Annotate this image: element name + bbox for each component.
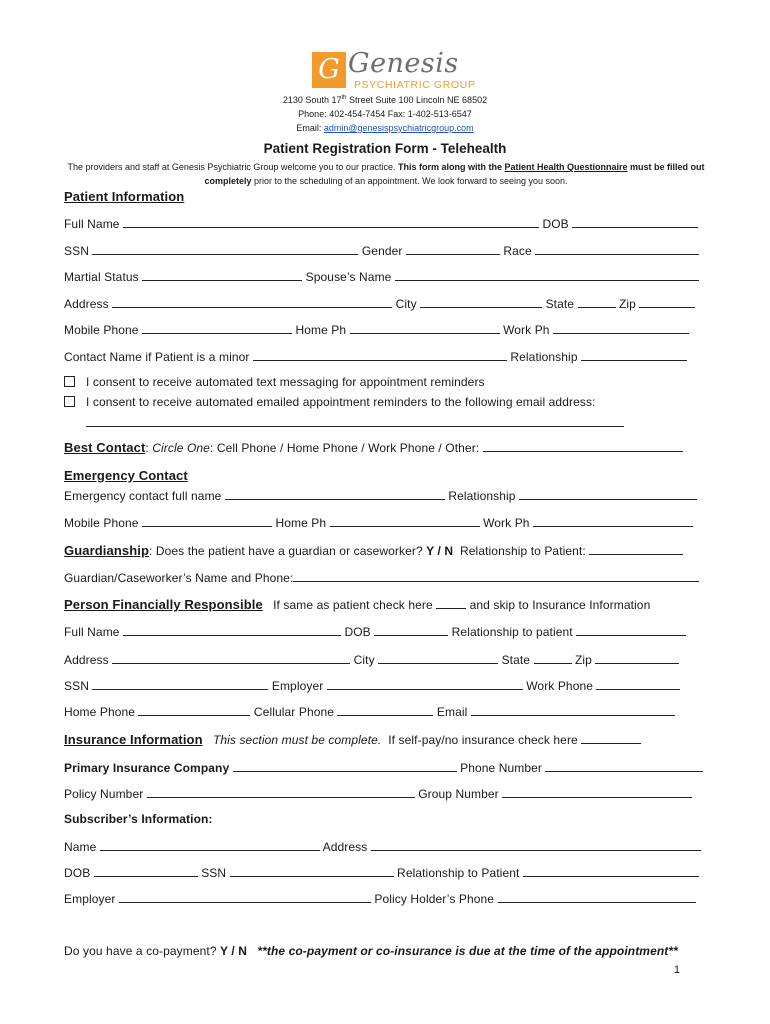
financial-state-field[interactable]: [534, 652, 572, 664]
practice-phone: Phone: 402-454-7454 Fax: 1-402-513-6547: [298, 109, 472, 119]
copay-row: Do you have a co-payment? Y / N **the co-payment or co-insurance is due at the time of the appointment**: [64, 944, 678, 958]
guardian-name-row: Guardian/Caseworker’s Name and Phone:: [64, 570, 708, 585]
financial-row-name: Full Name DOB Relationship to patient: [64, 624, 708, 639]
spouse-field[interactable]: [395, 269, 699, 281]
dob-field[interactable]: [572, 216, 698, 228]
best-contact-other-field[interactable]: [483, 440, 683, 452]
race-field[interactable]: [535, 243, 699, 255]
emergency-work-field[interactable]: [533, 515, 693, 527]
brand-subtitle: PSYCHIATRIC GROUP: [354, 79, 476, 91]
patient-row-name: Full Name DOB: [64, 216, 708, 231]
financial-row-address: Address City State Zip: [64, 652, 708, 667]
consent-email-row: I consent to receive automated emailed appointment reminders to the following email address:: [64, 395, 708, 409]
financial-ssn-field[interactable]: [92, 678, 268, 690]
address-field[interactable]: [112, 296, 392, 308]
subscriber-employer-field[interactable]: [119, 891, 371, 903]
patient-row-minor: Contact Name if Patient is a minor Relationship: [64, 349, 708, 364]
consent-text-row: I consent to receive automated text messaging for appointment reminders: [64, 375, 708, 389]
financial-name-field[interactable]: [123, 624, 341, 636]
emergency-row-name: Emergency contact full name Relationship: [64, 488, 708, 503]
ssn-field[interactable]: [92, 243, 358, 255]
insurance-phone-field[interactable]: [545, 760, 703, 772]
page-number: 1: [673, 964, 680, 976]
subscriber-row-employer: Employer Policy Holder’s Phone: [64, 891, 708, 906]
email-link[interactable]: admin@genesispsychiatricgroup.com: [323, 123, 474, 133]
financial-same-field[interactable]: [436, 597, 466, 609]
minor-relationship-field[interactable]: [581, 349, 687, 361]
patient-row-phones: Mobile Phone Home Ph Work Ph: [64, 322, 708, 337]
guardian-name-field[interactable]: [293, 570, 699, 582]
consent-email-field[interactable]: [86, 414, 624, 427]
emergency-mobile-field[interactable]: [142, 515, 272, 527]
subscriber-name-field[interactable]: [100, 839, 320, 851]
form-title: Patient Registration Form - Telehealth: [263, 141, 507, 156]
marital-field[interactable]: [142, 269, 302, 281]
financial-address-field[interactable]: [112, 652, 350, 664]
consent-text-checkbox[interactable]: [64, 376, 75, 387]
financial-row-phones: Home Phone Cellular Phone Email: [64, 704, 708, 719]
patient-row-address: Address City State Zip: [64, 296, 708, 311]
financial-home-field[interactable]: [138, 704, 250, 716]
patient-row-marital: Martial Status Spouse’s Name: [64, 269, 708, 284]
consent-email-checkbox[interactable]: [64, 396, 75, 407]
financial-employer-field[interactable]: [327, 678, 523, 690]
city-field[interactable]: [420, 296, 542, 308]
logo: [312, 48, 482, 92]
financial-city-field[interactable]: [378, 652, 498, 664]
work-field[interactable]: [553, 322, 689, 334]
brand-name: Genesis: [348, 48, 459, 79]
guardianship-row: Guardianship: Does the patient have a guardian or caseworker? Y / N Relationship to Patient:: [64, 543, 708, 558]
practice-email: Email: admin@genesispsychiatricgroup.com: [296, 123, 474, 133]
zip-field[interactable]: [639, 296, 695, 308]
state-field[interactable]: [578, 296, 616, 308]
financial-cell-field[interactable]: [337, 704, 433, 716]
patient-heading: Patient Information: [64, 189, 185, 204]
primary-insurance-field[interactable]: [233, 760, 457, 772]
home-field[interactable]: [350, 322, 500, 334]
patient-row-ssn: SSN Gender Race: [64, 243, 708, 258]
full-name-field[interactable]: [123, 216, 539, 228]
financial-row-ssn: SSN Employer Work Phone: [64, 678, 708, 693]
financial-work-field[interactable]: [596, 678, 680, 690]
practice-address: 2130 South 17th Street Suite 100 Lincoln NE 68502: [282, 95, 488, 105]
policy-number-field[interactable]: [147, 786, 415, 798]
insurance-heading-row: Insurance Information This section must be complete. If self-pay/no insurance check here: [64, 732, 708, 747]
holder-phone-field[interactable]: [498, 891, 696, 903]
gender-field[interactable]: [406, 243, 500, 255]
logo-mark: G: [312, 52, 346, 88]
subscriber-ssn-field[interactable]: [230, 865, 394, 877]
insurance-row-policy: Policy Number Group Number: [64, 786, 708, 801]
mobile-field[interactable]: [142, 322, 292, 334]
subscriber-relationship-field[interactable]: [523, 865, 699, 877]
subscriber-dob-field[interactable]: [94, 865, 198, 877]
emergency-home-field[interactable]: [330, 515, 480, 527]
minor-contact-field[interactable]: [253, 349, 507, 361]
financial-zip-field[interactable]: [595, 652, 679, 664]
self-pay-field[interactable]: [581, 732, 641, 744]
emergency-name-field[interactable]: [225, 488, 445, 500]
financial-email-field[interactable]: [471, 704, 675, 716]
emergency-row-phones: Mobile Phone Home Ph Work Ph: [64, 515, 708, 530]
group-number-field[interactable]: [502, 786, 692, 798]
subscriber-heading: Subscriber’s Information:: [64, 812, 213, 826]
emergency-relationship-field[interactable]: [519, 488, 697, 500]
subscriber-row-name: Name Address: [64, 839, 708, 854]
emergency-heading: Emergency Contact: [64, 468, 188, 483]
best-contact-row: Best Contact: Circle One: Cell Phone / Home Phone / Work Phone / Other:: [64, 440, 708, 455]
insurance-row-primary: Primary Insurance Company Phone Number: [64, 760, 708, 775]
financial-heading-row: Person Financially Responsible If same as patient check here and skip to Insurance Information: [64, 597, 651, 612]
financial-dob-field[interactable]: [374, 624, 448, 636]
subscriber-address-field[interactable]: [371, 839, 701, 851]
subscriber-row-dob: DOB SSN Relationship to Patient: [64, 865, 708, 880]
guardian-relationship-field[interactable]: [589, 543, 683, 555]
intro-text: The providers and staff at Genesis Psychiatric Group welcome you to our practice. This form along with the Patient Health Questionnaire must be filled out completely prior to the scheduling of an appointment. We look forward to seeing you soon.: [67, 162, 705, 186]
financial-relationship-field[interactable]: [576, 624, 686, 636]
